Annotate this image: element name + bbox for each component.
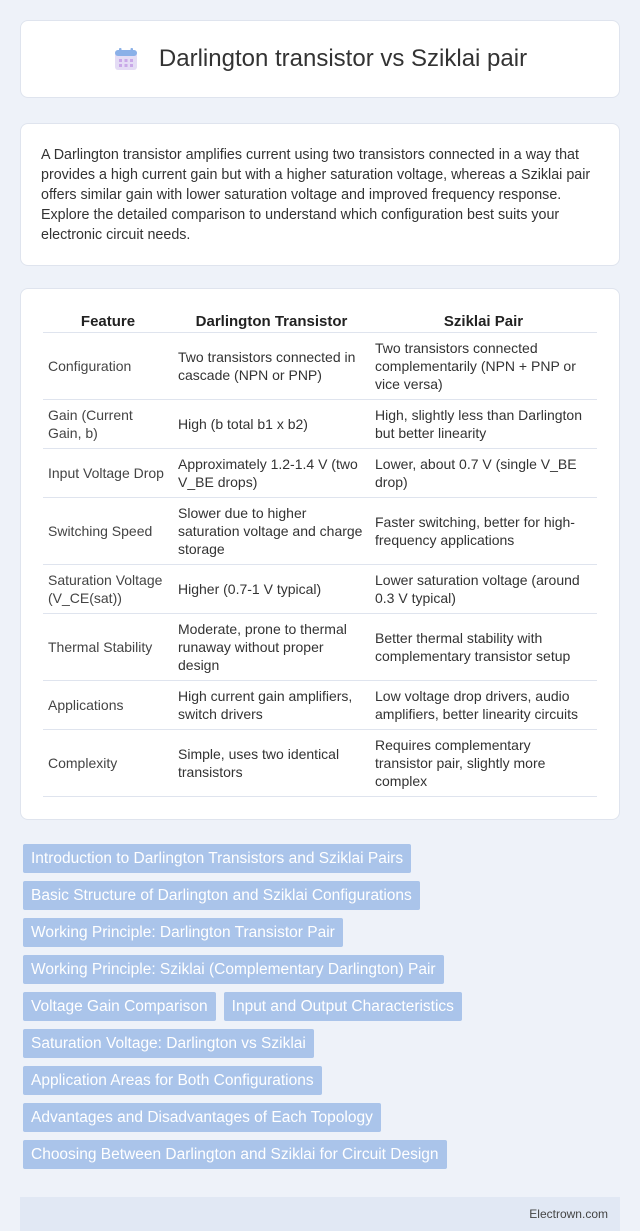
topic-link-saturation-voltage[interactable]: Saturation Voltage: Darlington vs Sziklai	[23, 1029, 314, 1058]
topic-link-basic-structure[interactable]: Basic Structure of Darlington and Sziklai Configurations	[23, 881, 420, 910]
footer	[20, 1197, 620, 1231]
table-row	[43, 333, 597, 400]
feature-cell: Saturation Voltage (V_CE(sat))	[43, 565, 173, 614]
darlington-cell: Slower due to higher saturation voltage and charge storage	[173, 498, 370, 565]
table-row	[43, 614, 597, 681]
topic-link-working-principle-sziklai[interactable]: Working Principle: Sziklai (Complementary Darlington) Pair	[23, 955, 444, 984]
darlington-cell: Moderate, prone to thermal runaway without proper design	[173, 614, 370, 681]
sziklai-cell: Better thermal stability with complementary transistor setup	[370, 614, 597, 681]
topic-link-introduction[interactable]: Introduction to Darlington Transistors and Sziklai Pairs	[23, 844, 411, 873]
topic-link-voltage-gain[interactable]: Voltage Gain Comparison	[23, 992, 216, 1021]
header-darlington: Darlington Transistor	[173, 308, 370, 333]
darlington-cell: High (b total b1 x b2)	[173, 400, 370, 449]
page-title: Darlington transistor vs Sziklai pair	[158, 45, 528, 72]
topic-link-advantages[interactable]: Advantages and Disadvantages of Each Topology	[23, 1103, 381, 1132]
table-row	[43, 565, 597, 614]
table-row	[43, 730, 597, 797]
darlington-cell: Higher (0.7-1 V typical)	[173, 565, 370, 614]
topic-link-working-principle-darlington[interactable]: Working Principle: Darlington Transistor Pair	[23, 918, 343, 947]
darlington-cell: Two transistors connected in cascade (NPN or PNP)	[173, 333, 370, 400]
sziklai-cell: Requires complementary transistor pair, slightly more complex	[370, 730, 597, 797]
intro-card	[20, 123, 620, 266]
intro-text: A Darlington transistor amplifies current using two transistors connected in a way that provides a high current gain but with a higher saturation voltage, whereas a Sziklai pair offers similar gain with lower saturation voltage and improved frequency response. Explore the detailed comparison to understand which configuration best suits your electronic circuit needs.	[41, 147, 591, 243]
topic-link-input-output[interactable]: Input and Output Characteristics	[224, 992, 462, 1021]
sziklai-cell: Two transistors connected complementarily (NPN + PNP or vice versa)	[370, 333, 597, 400]
feature-cell: Gain (Current Gain, b)	[43, 400, 173, 449]
footer-site-name: Electrown.com	[529, 1207, 608, 1221]
topic-links	[20, 844, 620, 1177]
feature-cell: Configuration	[43, 333, 173, 400]
sziklai-cell: Low voltage drop drivers, audio amplifiers, better linearity circuits	[370, 681, 597, 730]
table-row	[43, 498, 597, 565]
header-feature: Feature	[43, 308, 173, 333]
feature-cell: Switching Speed	[43, 498, 173, 565]
feature-cell: Applications	[43, 681, 173, 730]
topic-link-choosing[interactable]: Choosing Between Darlington and Sziklai for Circuit Design	[23, 1140, 447, 1169]
comparison-table	[43, 308, 597, 797]
darlington-cell: Simple, uses two identical transistors	[173, 730, 370, 797]
header-sziklai: Sziklai Pair	[370, 308, 597, 333]
sziklai-cell: Lower saturation voltage (around 0.3 V typical)	[370, 565, 597, 614]
topic-link-application-areas[interactable]: Application Areas for Both Configurations	[23, 1066, 322, 1095]
table-row	[43, 400, 597, 449]
darlington-cell: Approximately 1.2-1.4 V (two V_BE drops)	[173, 449, 370, 498]
comparison-card	[20, 288, 620, 820]
table-row	[43, 449, 597, 498]
sziklai-cell: High, slightly less than Darlington but better linearity	[370, 400, 597, 449]
header-card	[20, 20, 620, 98]
feature-cell: Thermal Stability	[43, 614, 173, 681]
feature-cell: Complexity	[43, 730, 173, 797]
darlington-cell: High current gain amplifiers, switch drivers	[173, 681, 370, 730]
calendar-grid-icon	[113, 46, 139, 72]
sziklai-cell: Lower, about 0.7 V (single V_BE drop)	[370, 449, 597, 498]
table-row	[43, 681, 597, 730]
sziklai-cell: Faster switching, better for high-frequency applications	[370, 498, 597, 565]
table-header-row	[43, 308, 597, 333]
feature-cell: Input Voltage Drop	[43, 449, 173, 498]
